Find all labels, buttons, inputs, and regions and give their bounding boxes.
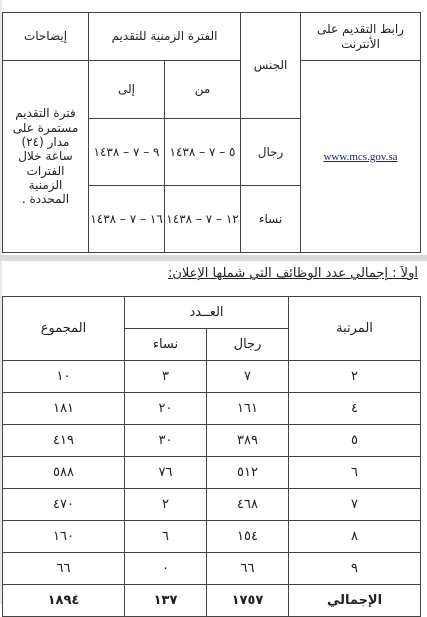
row-women: ٦ <box>125 521 207 553</box>
row-rank: ٨ <box>289 521 421 553</box>
row-rank: ٢ <box>289 361 421 393</box>
from-header: من <box>165 61 241 119</box>
women-gender-label: نساء <box>241 186 301 253</box>
total-header: المجموع <box>3 297 125 361</box>
row-rank: ٥ <box>289 425 421 457</box>
gender-header: الجنس <box>241 13 301 119</box>
row-women: ٣٠ <box>125 425 207 457</box>
row-men: ٦٦ <box>207 553 289 585</box>
application-period-table <box>2 12 421 253</box>
table-row <box>3 393 421 425</box>
row-rank: ٧ <box>289 489 421 521</box>
row-women: ٣ <box>125 361 207 393</box>
row-men: ١٥٤ <box>207 521 289 553</box>
table-row <box>3 457 421 489</box>
section-heading: أولاً : إجمالي عدد الوظائف التي شملها الإعلان: <box>167 266 418 281</box>
row-women: ٢٠ <box>125 393 207 425</box>
men-to-date: ٩ – ٧ – ١٤٣٨ <box>89 119 165 186</box>
row-men: ٣٨٩ <box>207 425 289 457</box>
notes-cell: فترة التقديم مستمرة على مدار (٢٤) ساعة خلال الفترات الزمنية المحددة . <box>3 61 89 253</box>
row-total: ١٦٠ <box>3 521 125 553</box>
row-total: ٤٧٠ <box>3 489 125 521</box>
count-header: العــدد <box>125 297 289 329</box>
to-header: إلى <box>89 61 165 119</box>
row-women: ٢ <box>125 489 207 521</box>
period-header: الفترة الزمنية للتقديم <box>89 13 241 61</box>
row-men: ٧ <box>207 361 289 393</box>
women-header: نساء <box>125 329 207 361</box>
notes-header: إيضاحات <box>3 13 89 61</box>
table-row <box>3 361 421 393</box>
table-row <box>3 489 421 521</box>
link-header: رابط التقديم على الأنترنت <box>301 13 421 61</box>
application-link[interactable]: www.mcs.gov.sa <box>323 150 398 163</box>
jobs-count-table <box>2 296 421 617</box>
table-row <box>3 521 421 553</box>
grand-total: ١٨٩٤ <box>3 585 125 617</box>
row-rank: ٦ <box>289 457 421 489</box>
women-to-date: ١٦ – ٧ – ١٤٣٨ <box>89 186 165 253</box>
grand-total-men: ١٧٥٧ <box>207 585 289 617</box>
row-men: ٥١٢ <box>207 457 289 489</box>
link-cell <box>301 61 421 253</box>
row-men: ١٦١ <box>207 393 289 425</box>
section-divider <box>0 255 427 261</box>
row-total: ١٨١ <box>3 393 125 425</box>
row-men: ٤٦٨ <box>207 489 289 521</box>
row-women: ٠ <box>125 553 207 585</box>
men-from-date: ٥ – ٧ – ١٤٣٨ <box>165 119 241 186</box>
grand-total-women: ١٣٧ <box>125 585 207 617</box>
row-total: ٦٦ <box>3 553 125 585</box>
row-women: ٧٦ <box>125 457 207 489</box>
row-total: ١٠ <box>3 361 125 393</box>
men-gender-label: رجال <box>241 119 301 186</box>
table-row <box>3 553 421 585</box>
row-rank: ٤ <box>289 393 421 425</box>
men-header: رجال <box>207 329 289 361</box>
grand-total-label: الإجمالي <box>289 585 421 617</box>
women-from-date: ١٢ – ٧ – ١٤٣٨ <box>165 186 241 253</box>
grand-total-row <box>3 585 421 617</box>
table-row <box>3 425 421 457</box>
row-rank: ٩ <box>289 553 421 585</box>
row-total: ٤١٩ <box>3 425 125 457</box>
rank-header: المرتبة <box>289 297 421 361</box>
row-total: ٥٨٨ <box>3 457 125 489</box>
